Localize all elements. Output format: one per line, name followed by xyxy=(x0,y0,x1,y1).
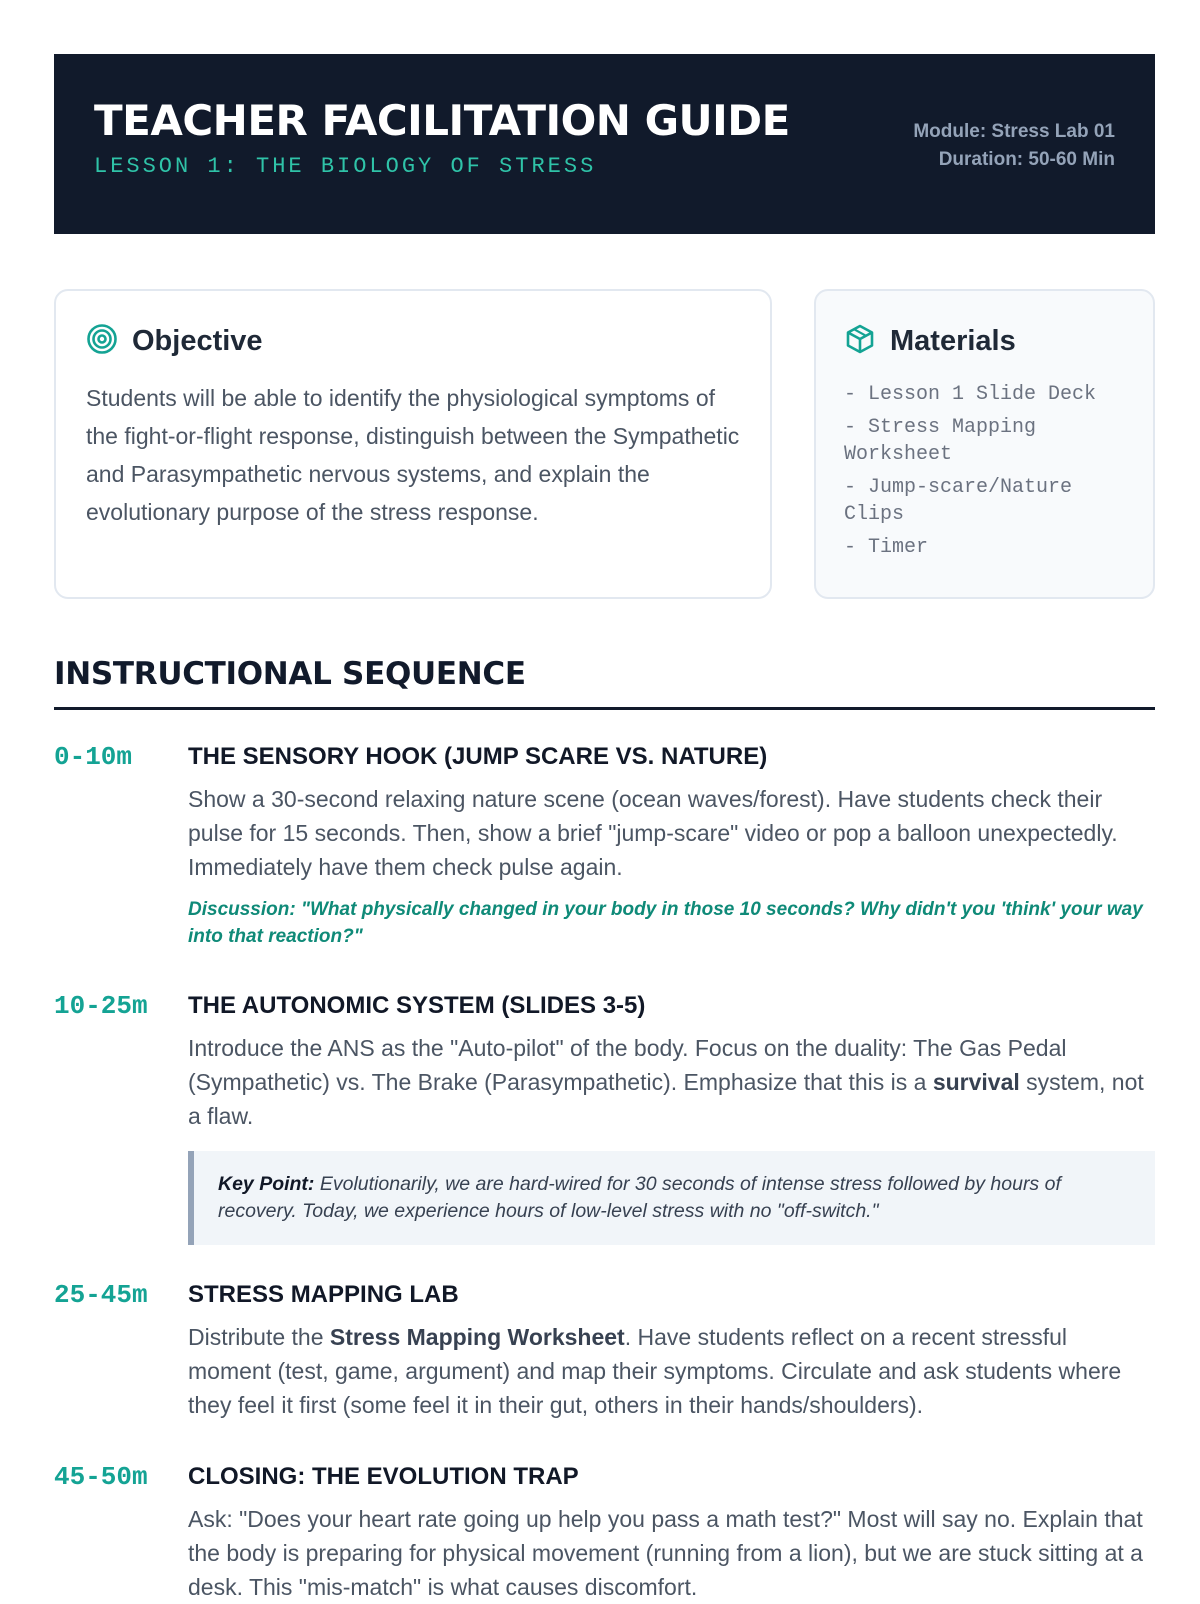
step-time: 10-25m xyxy=(54,991,148,1021)
materials-item: - Jump-scare/Nature Clips xyxy=(844,476,1073,526)
lesson-subtitle: LESSON 1: THE BIOLOGY OF STRESS xyxy=(94,154,597,180)
step-text-part: . Have students reflect on a recent stressful moment (test, game, argument) and map their symptoms. Circulate and ask students where they feel it first (some feel it in their gut, others in their hands/shoulders). xyxy=(188,1324,1122,1418)
step-body xyxy=(188,740,1155,950)
section-divider xyxy=(54,707,1155,710)
step-body xyxy=(188,1278,1155,1422)
materials-list xyxy=(844,381,1125,561)
materials-card xyxy=(814,289,1155,599)
step-title: CLOSING: THE EVOLUTION TRAP xyxy=(188,1463,579,1490)
step-title: THE AUTONOMIC SYSTEM (SLIDES 3-5) xyxy=(188,992,646,1019)
step-text-part: Introduce the ANS as the "Auto-pilot" of the body. Focus on the duality: The Gas Pedal (Sympathetic) vs. The Brake (Parasympathetic). Emphasize that this is a xyxy=(188,1035,1067,1095)
materials-item: - Lesson 1 Slide Deck xyxy=(844,383,1097,406)
step-time: 0-10m xyxy=(54,742,133,772)
materials-item: - Stress Mapping Worksheet xyxy=(844,416,1037,466)
step-text-emphasis: Stress Mapping Worksheet xyxy=(329,1324,625,1350)
guide-header xyxy=(54,54,1155,234)
step-title: THE SENSORY HOOK (JUMP SCARE VS. NATURE) xyxy=(188,743,768,770)
box-icon xyxy=(844,323,876,360)
step-text xyxy=(188,1320,1155,1422)
key-point-callout xyxy=(188,1151,1155,1245)
target-icon xyxy=(86,323,118,360)
objective-card xyxy=(54,289,772,599)
objective-heading: Objective xyxy=(132,324,263,357)
materials-heading-row xyxy=(844,321,1125,361)
materials-heading: Materials xyxy=(890,324,1016,357)
step-time: 45-50m xyxy=(54,1462,148,1492)
objective-text: Students will be able to identify the physiological symptoms of the fight-or-flight response, distinguish between the Sympathetic and Parasympathetic nervous systems, and explain the evolutionary purpose of the stress response. xyxy=(86,385,740,525)
lesson-meta xyxy=(913,118,1115,174)
step-title: STRESS MAPPING LAB xyxy=(188,1281,459,1308)
step-body xyxy=(188,989,1155,1245)
step-text: Ask: "Does your heart rate going up help you pass a math test?" Most will say no. Explain that the body is preparing for physical movement (running from a lion), but we are stuck sitting at a desk. This "mis-match" is what causes discomfort. xyxy=(188,1506,1143,1600)
section-title: INSTRUCTIONAL SEQUENCE xyxy=(54,656,526,692)
step-text-part: Distribute the xyxy=(188,1324,330,1350)
step-text-emphasis: survival xyxy=(932,1069,1020,1095)
step-time: 25-45m xyxy=(54,1280,148,1310)
key-point-text: Evolutionarily, we are hard-wired for 30 seconds of intense stress followed by hours of recovery. Today, we experience hours of low-level stress with no "off-switch." xyxy=(218,1173,1061,1222)
step-body xyxy=(188,1460,1155,1604)
module-label: Module: Stress Lab 01 xyxy=(913,121,1115,142)
discussion-prompt: Discussion: "What physically changed in your body in those 10 seconds? Why didn't you 'think' your way into that reaction?" xyxy=(188,899,1143,947)
duration-label: Duration: 50-60 Min xyxy=(938,149,1115,170)
page-title: TEACHER FACILITATION GUIDE xyxy=(94,96,790,145)
objective-heading-row xyxy=(86,321,740,361)
step-text xyxy=(188,1031,1155,1133)
step-text-part: system, not a flaw. xyxy=(188,1069,1144,1129)
key-point-label: Key Point: xyxy=(218,1173,315,1195)
materials-item: - Timer xyxy=(844,536,929,559)
step-text: Show a 30-second relaxing nature scene (ocean waves/forest). Have students check their pulse for 15 seconds. Then, show a brief "jump-scare" video or pop a balloon unexpectedly. Immediately have them check pulse again. xyxy=(188,786,1118,880)
